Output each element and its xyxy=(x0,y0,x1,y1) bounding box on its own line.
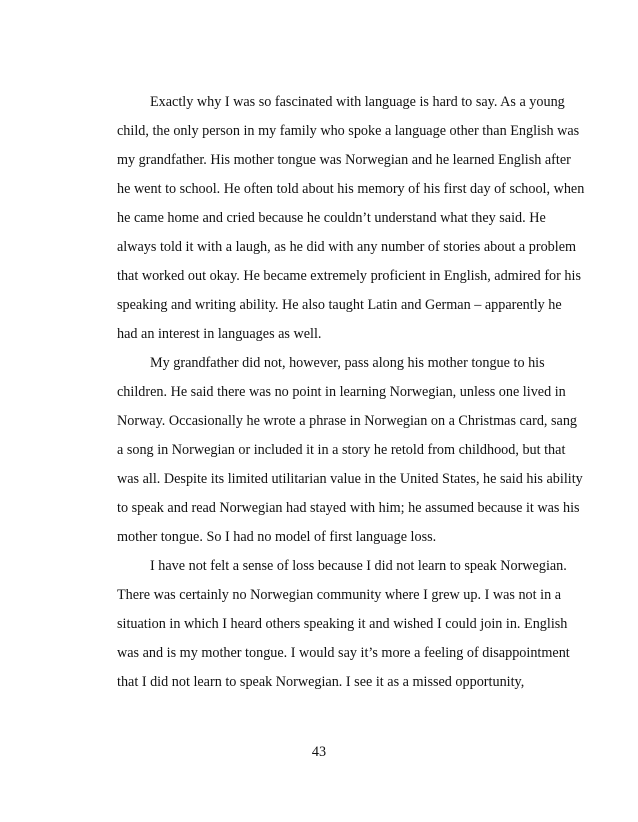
paragraph-3-line-2: There was certainly no Norwegian community where I grew up. I was not in a xyxy=(117,587,562,603)
paragraph-2-line-4: a song in Norwegian or included it in a story he retold from childhood, but that xyxy=(117,442,566,458)
paragraph-1-line-4: he went to school. He often told about his memory of his first day of school, when xyxy=(117,181,585,197)
paragraph-3-line-3: situation in which I heard others speaking it and wished I could join in. English xyxy=(117,616,568,632)
paragraph-2-line-2: children. He said there was no point in learning Norwegian, unless one lived in xyxy=(117,384,566,400)
page-number: 43 xyxy=(311,744,327,760)
paragraph-2-line-6: to speak and read Norwegian had stayed with him; he assumed because it was his xyxy=(117,500,580,516)
paragraph-2-line-1: My grandfather did not, however, pass along his mother tongue to his xyxy=(150,355,545,371)
paragraph-2-line-7: mother tongue. So I had no model of first language loss. xyxy=(117,529,437,545)
paragraph-1-line-8: speaking and writing ability. He also taught Latin and German – apparently he xyxy=(117,297,562,313)
paragraph-1-line-5: he came home and cried because he couldn’t understand what they said. He xyxy=(117,210,546,226)
paragraph-1-line-9: had an interest in languages as well. xyxy=(117,326,322,342)
paragraph-3-line-4: was and is my mother tongue. I would say it’s more a feeling of disappointment xyxy=(117,645,570,661)
paragraph-1-line-1: Exactly why I was so fascinated with language is hard to say. As a young xyxy=(150,94,565,110)
paragraph-3-line-5: that I did not learn to speak Norwegian. I see it as a missed opportunity, xyxy=(117,674,525,690)
paragraph-2-line-3: Norway. Occasionally he wrote a phrase in Norwegian on a Christmas card, sang xyxy=(117,413,578,429)
paragraph-1-line-2: child, the only person in my family who spoke a language other than English was xyxy=(117,123,580,139)
paragraph-1-line-7: that worked out okay. He became extremely proficient in English, admired for his xyxy=(117,268,581,284)
paragraph-1-line-3: my grandfather. His mother tongue was Norwegian and he learned English after xyxy=(117,152,571,168)
paragraph-1-line-6: always told it with a laugh, as he did with any number of stories about a problem xyxy=(117,239,577,255)
paragraph-2-line-5: was all. Despite its limited utilitarian value in the United States, he said his ability xyxy=(117,471,583,487)
paragraph-3-line-1: I have not felt a sense of loss because I did not learn to speak Norwegian. xyxy=(150,558,567,574)
